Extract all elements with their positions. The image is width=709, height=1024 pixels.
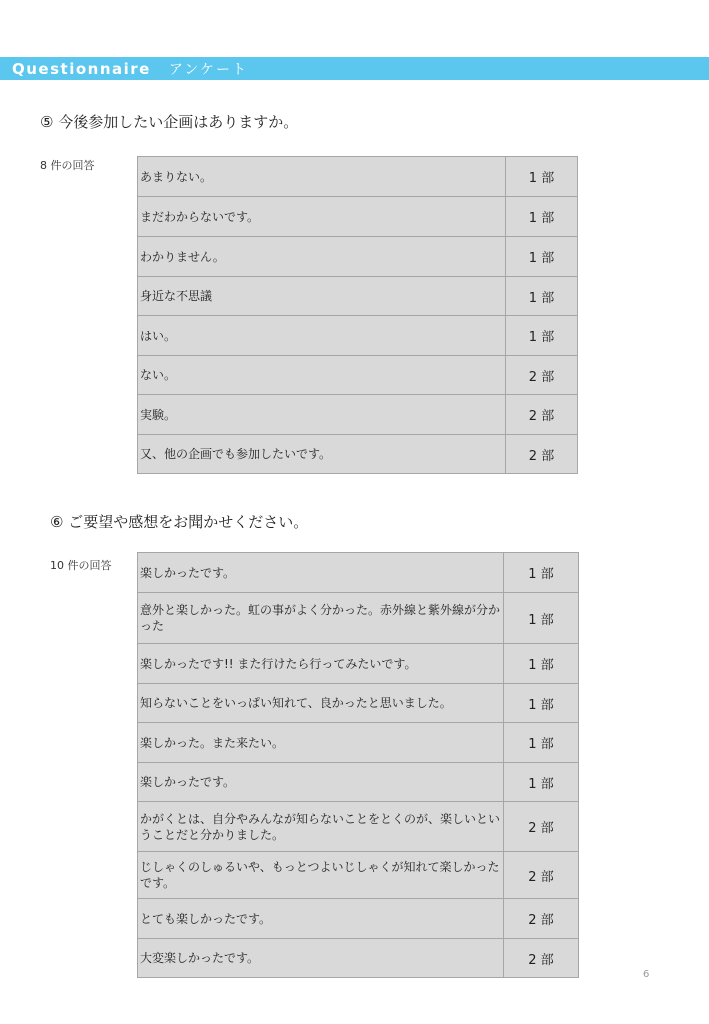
answer-count: 2 部: [504, 899, 579, 939]
answer-count: 2 部: [506, 356, 578, 395]
answer-text: 実験。: [138, 395, 506, 435]
answer-count: 1 部: [506, 316, 578, 356]
answer-count: 1 部: [506, 157, 578, 197]
question-5: ⑤ 今後参加したい企画はありますか。: [40, 113, 299, 131]
answer-count: 1 部: [504, 593, 579, 644]
answer-count: 1 部: [504, 763, 579, 802]
table-row: [138, 939, 579, 978]
answer-text: とても楽しかったです。: [138, 899, 504, 939]
table-row: [138, 197, 578, 237]
table-row: [138, 899, 579, 939]
table-row: [138, 644, 579, 684]
table-row: [138, 395, 578, 435]
table-row: [138, 435, 578, 474]
answer-text: 楽しかったです。: [138, 763, 504, 802]
response-count-6: 10 件の回答: [50, 559, 112, 572]
answer-count: 1 部: [504, 553, 579, 593]
page-number: 6: [643, 969, 650, 980]
banner-title-en: Questionnaire: [12, 59, 151, 78]
answers-table-6: [137, 552, 579, 978]
table-row: [138, 277, 578, 316]
answer-text: はい。: [138, 316, 506, 356]
answer-count: 2 部: [504, 802, 579, 852]
answer-text: あまりない。: [138, 157, 506, 197]
answers-table-5: [137, 156, 578, 474]
answer-count: 2 部: [506, 395, 578, 435]
answer-text: 又、他の企画でも参加したいです。: [138, 435, 506, 474]
answer-text: 意外と楽しかった。虹の事がよく分かった。赤外線と紫外線が分かった: [138, 593, 504, 644]
banner-title-jp: アンケート: [168, 61, 249, 78]
answer-text: ない。: [138, 356, 506, 395]
table-row: [138, 157, 578, 197]
table-row: [138, 316, 578, 356]
answer-text: 楽しかったです。: [138, 553, 504, 593]
answer-count: 1 部: [506, 237, 578, 277]
table-row: [138, 852, 579, 899]
table-row: [138, 802, 579, 852]
table-row: [138, 723, 579, 763]
answer-count: 1 部: [506, 277, 578, 316]
answer-count: 2 部: [504, 852, 579, 899]
answer-text: まだわからないです。: [138, 197, 506, 237]
answer-count: 1 部: [506, 197, 578, 237]
answer-text: 大変楽しかったです。: [138, 939, 504, 978]
answer-count: 2 部: [504, 939, 579, 978]
answer-count: 1 部: [504, 644, 579, 684]
answer-text: 身近な不思議: [138, 277, 506, 316]
response-count-5: 8 件の回答: [40, 159, 95, 172]
table-row: [138, 237, 578, 277]
answer-text: 知らないことをいっぱい知れて、良かったと思いました。: [138, 684, 504, 723]
answer-count: 1 部: [504, 723, 579, 763]
answer-text: 楽しかった。また来たい。: [138, 723, 504, 763]
table-row: [138, 553, 579, 593]
table-row: [138, 684, 579, 723]
answer-count: 1 部: [504, 684, 579, 723]
section-banner: [0, 57, 709, 80]
answer-text: わかりません。: [138, 237, 506, 277]
answer-text: かがくとは、自分やみんなが知らないことをとくのが、楽しいということだと分かりました。: [138, 802, 504, 852]
table-row: [138, 593, 579, 644]
answer-text: じしゃくのしゅるいや、もっとつよいじしゃくが知れて楽しかったです。: [138, 852, 504, 899]
answer-count: 2 部: [506, 435, 578, 474]
question-6: ⑥ ご要望や感想をお聞かせください。: [50, 513, 309, 531]
answer-text: 楽しかったです!! また行けたら行ってみたいです。: [138, 644, 504, 684]
table-row: [138, 356, 578, 395]
table-row: [138, 763, 579, 802]
